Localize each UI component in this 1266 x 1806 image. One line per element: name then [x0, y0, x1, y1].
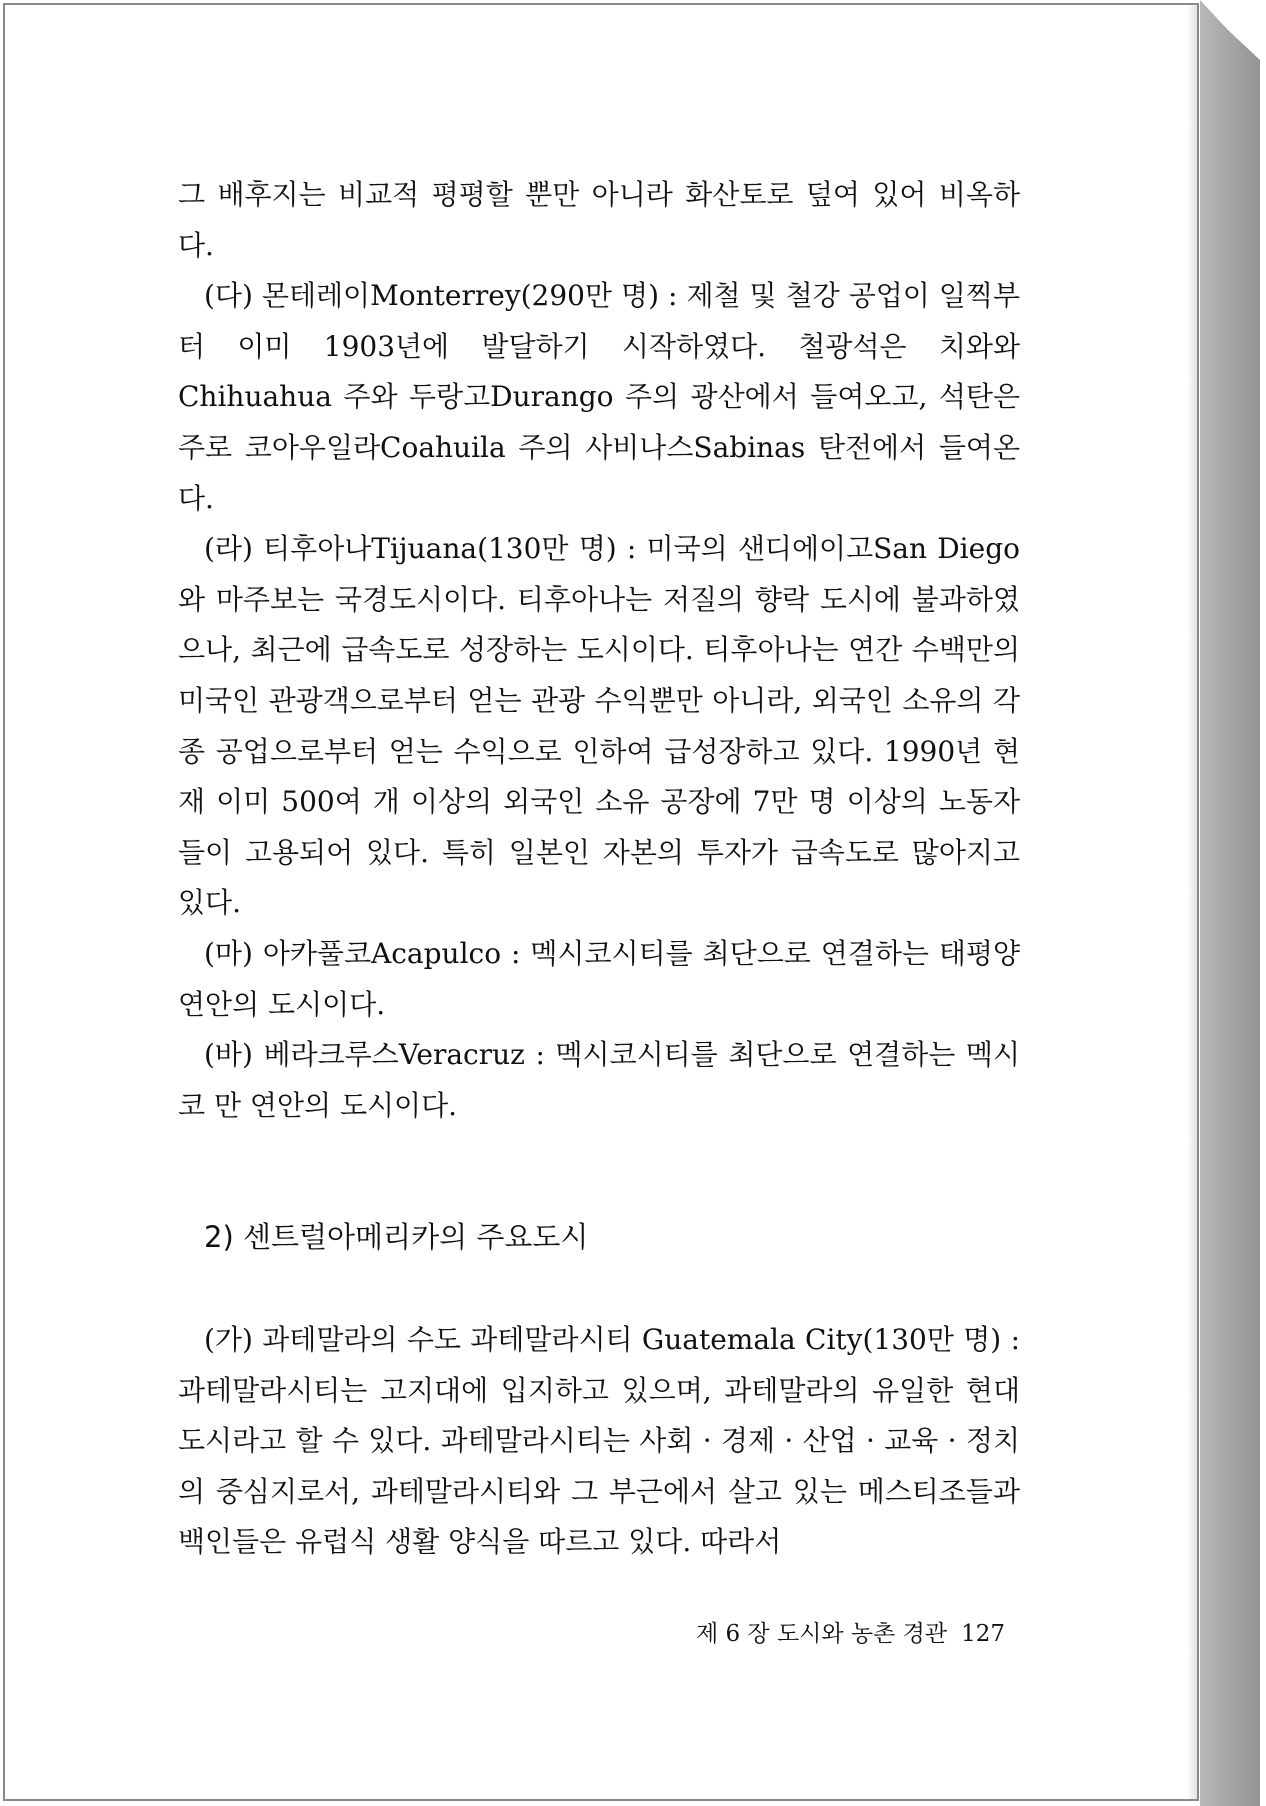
paragraph-tijuana: (라) 티후아나Tijuana(130만 명) : 미국의 샌디에이고San Diego와 마주보는 국경도시이다. 티후아나는 저질의 향락 도시에 불과하였으나, 최근에 급속도로 성장하는 도시이다. 티후아나는 연간 수백만의 미국인 관광객으로부터 얻는 관광 수익뿐만 아니라, 외국인 소유의 각종 공업으로부터 얻는 수익으로 인하여 급성장하고 있다. 1990년 현재 이미 500여 개 이상의 외국인 소유 공장에 7만 명 이상의 노동자들이 고용되어 있다. 특히 일본인 자본의 투자가 급속도로 많아지고 있다. [178, 532, 1020, 920]
paragraph-monterrey: (다) 몬테레이Monterrey(290만 명) : 제철 및 철강 공업이 일찍부터 이미 1903년에 발달하기 시작하였다. 철광석은 치와와Chihuahua 주와 두랑고Durango 주의 광산에서 들여오고, 석탄은 주로 코아우일라Coahuila 주의 사비나스Sabinas 탄전에서 들여온다. [178, 279, 1020, 515]
page-edge-shade [1187, 5, 1197, 1799]
paragraph-continuation: 그 배후지는 비교적 평평할 뿐만 아니라 화산토로 덮여 있어 비옥하다. [178, 178, 1020, 262]
page-number: 127 [961, 1621, 1005, 1647]
page-stack-edge [1200, 0, 1266, 1806]
running-footer-chapter: 제 6 장 도시와 농촌 경관 [695, 1621, 948, 1647]
paragraph-acapulco: (마) 아카풀코Acapulco : 멕시코시티를 최단으로 연결하는 태평양 연안의 도시이다. [178, 936, 1020, 1021]
section-heading: 2) 센트럴아메리카의 주요도시 [204, 1220, 589, 1254]
section-body-text [178, 1315, 1020, 1568]
paragraph-guatemala-city: (가) 과테말라의 수도 과테말라시티 Guatemala City(130만 명) : 과테말라시티는 고지대에 입지하고 있으며, 과테말라의 유일한 현대도시라고 할 수 있다. 과테말라시티는 사회 · 경제 · 산업 · 교육 · 정치의 중심지로서, 과테말라시티와 그 부근에서 살고 있는 메스티조들과 백인들은 유럽식 생활 양식을 따르고 있다. 따라서 [178, 1323, 1020, 1559]
page-footer [640, 1615, 1005, 1648]
body-text [178, 170, 1020, 1131]
paragraph-veracruz: (바) 베라크루스Veracruz : 멕시코시티를 최단으로 연결하는 멕시코 만 연안의 도시이다. [178, 1038, 1020, 1122]
